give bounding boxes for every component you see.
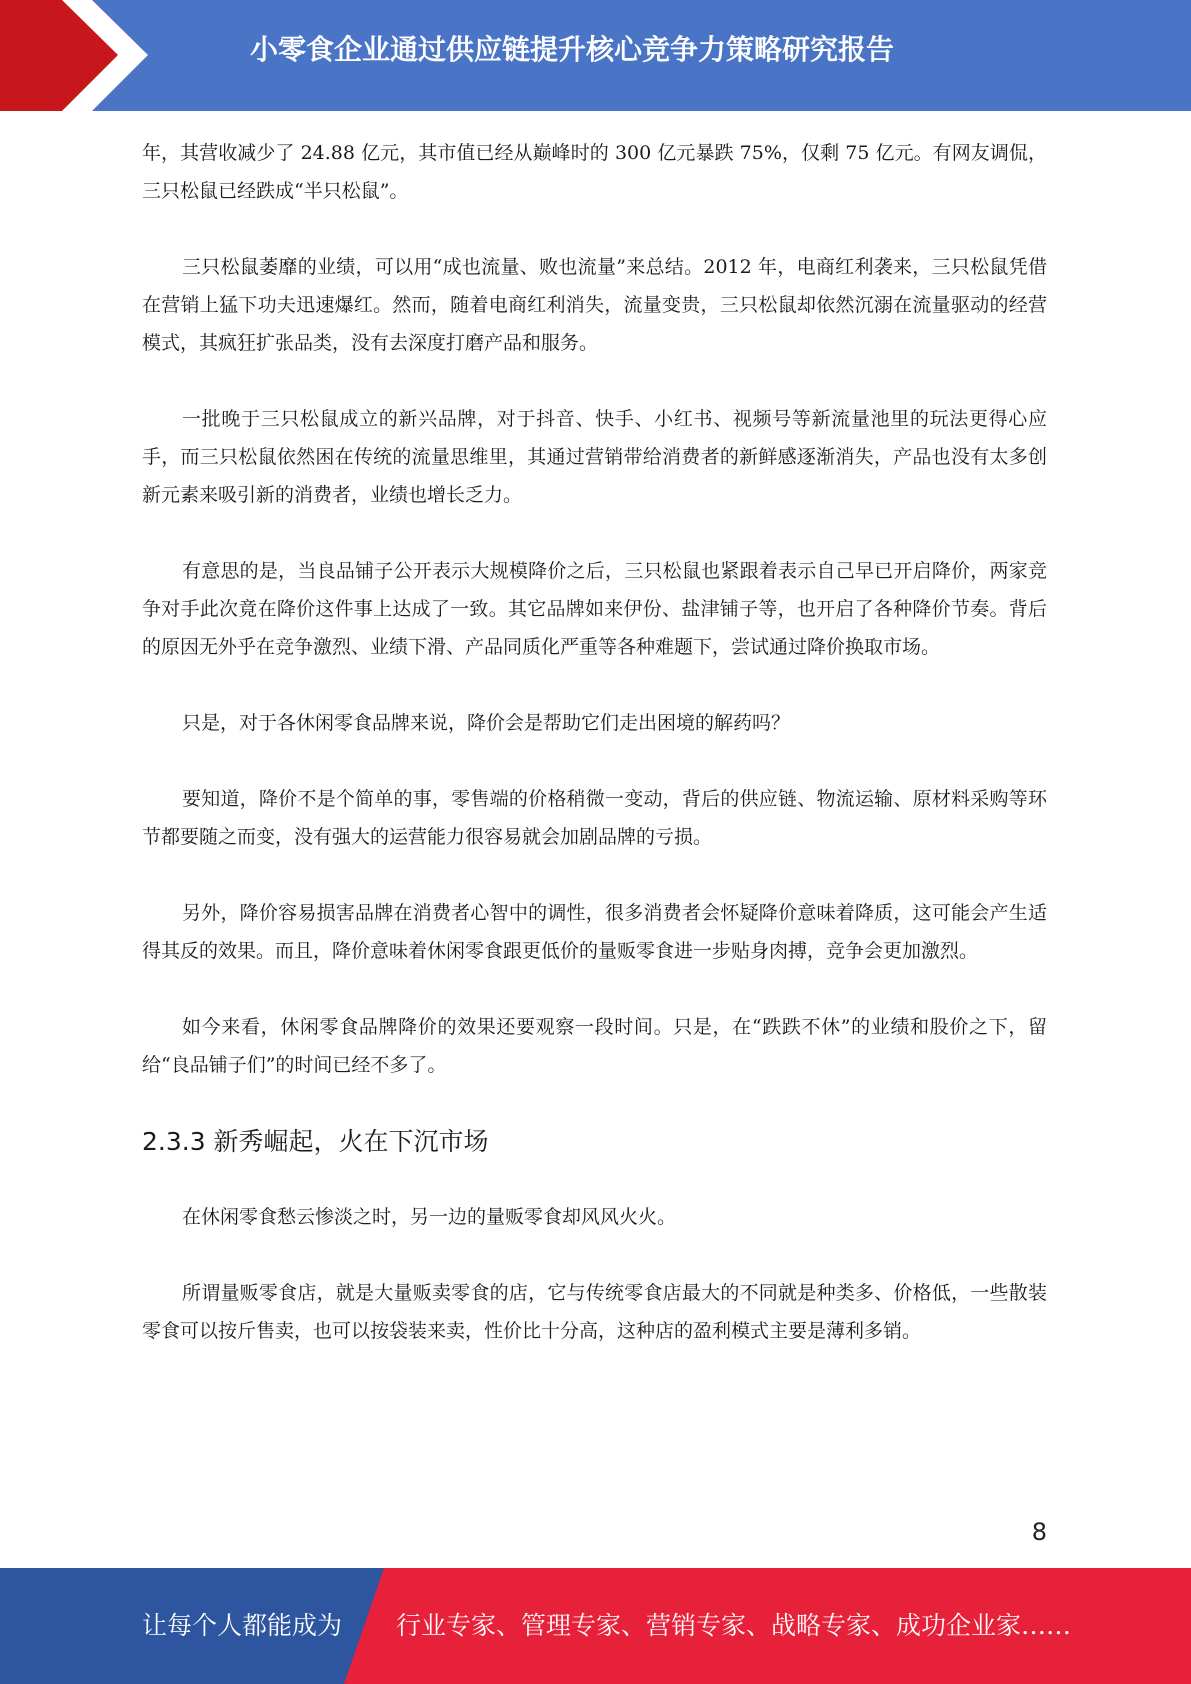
paragraph-4: 有意思的是，当良品铺子公开表示大规模降价之后，三只松鼠也紧跟着表示自己早已开启降价，两家竞争对手此次竟在降价这件事上达成了一致。其它品牌如来伊份、盐津铺子等，也开启了各种降价节奏。背后的原因无外乎在竞争激烈、业绩下滑、产品同质化严重等各种难题下，尝试通过降价换取市场。 — [142, 560, 1047, 658]
paragraph-9: 在休闲零食愁云惨淡之时，另一边的量贩零食却风风火火。 — [182, 1206, 677, 1228]
paragraph-3: 一批晚于三只松鼠成立的新兴品牌，对于抖音、快手、小红书、视频号等新流量池里的玩法更得心应手，而三只松鼠依然困在传统的流量思维里，其通过营销带给消费者的新鲜感逐渐消失，产品也没有太多创新元素来吸引新的消费者，业绩也增长乏力。 — [142, 408, 1047, 506]
page-footer — [0, 1568, 1191, 1684]
report-title: 小零食企业通过供应链提升核心竞争力策略研究报告 — [250, 33, 895, 66]
page-header — [0, 0, 1191, 111]
paragraph-5: 只是，对于各休闲零食品牌来说，降价会是帮助它们走出困境的解药吗？ — [182, 712, 791, 734]
paragraph-8: 如今来看，休闲零食品牌降价的效果还要观察一段时间。只是，在“跌跌不休”的业绩和股价之下，留给“良品铺子们”的时间已经不多了。 — [142, 1016, 1047, 1076]
document-body — [142, 134, 1047, 1388]
footer-slogan-left: 让每个人都能成为 — [142, 1611, 343, 1640]
page-number: 8 — [1031, 1518, 1047, 1546]
section-heading: 2.3.3 新秀崛起，火在下沉市场 — [142, 1127, 489, 1156]
footer-slogan-right: 行业专家、管理专家、营销专家、战略专家、成功企业家…… — [396, 1611, 1072, 1640]
paragraph-2: 三只松鼠萎靡的业绩，可以用“成也流量、败也流量”来总结。2012 年，电商红利袭来，三只松鼠凭借在营销上猛下功夫迅速爆红。然而，随着电商红利消失，流量变贵，三只松鼠却依然沉溺在流量驱动的经营模式，其疯狂扩张品类，没有去深度打磨产品和服务。 — [142, 256, 1047, 354]
paragraph-1: 年，其营收减少了 24.88 亿元，其市值已经从巅峰时的 300 亿元暴跌 75%，仅剩 75 亿元。有网友调侃，三只松鼠已经跌成“半只松鼠”。 — [142, 142, 1047, 202]
paragraph-6: 要知道，降价不是个简单的事，零售端的价格稍微一变动，背后的供应链、物流运输、原材料采购等环节都要随之而变，没有强大的运营能力很容易就会加剧品牌的亏损。 — [142, 788, 1047, 848]
paragraph-7: 另外，降价容易损害品牌在消费者心智中的调性，很多消费者会怀疑降价意味着降质，这可能会产生适得其反的效果。而且，降价意味着休闲零食跟更低价的量贩零食进一步贴身肉搏，竞争会更加激烈。 — [142, 902, 1047, 962]
paragraph-10: 所谓量贩零食店，就是大量贩卖零食的店，它与传统零食店最大的不同就是种类多、价格低，一些散装零食可以按斤售卖，也可以按袋装来卖，性价比十分高，这种店的盈利模式主要是薄利多销。 — [142, 1282, 1047, 1342]
